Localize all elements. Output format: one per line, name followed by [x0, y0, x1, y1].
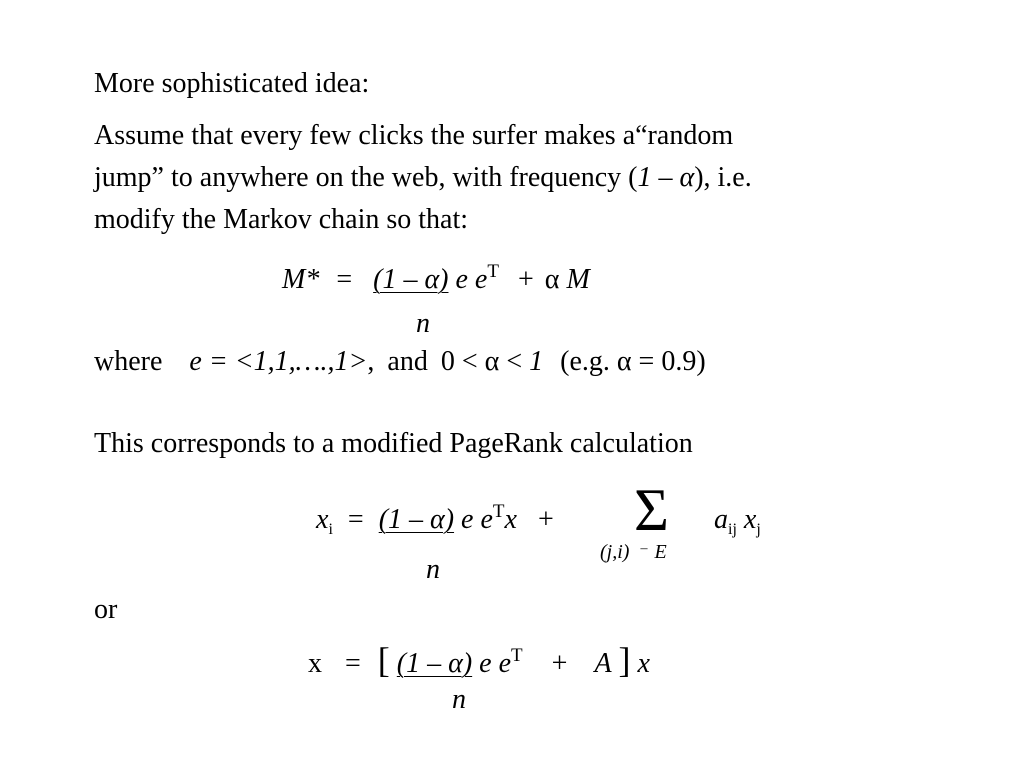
- sigma-symbol: Σ: [634, 477, 669, 543]
- eq2-transpose: T: [492, 501, 505, 522]
- corresponds-text: This corresponds to a modified PageRank calculation: [94, 428, 693, 459]
- intro-line-2: [94, 164, 752, 192]
- intro-line-2-frequency: 1 – α: [637, 162, 695, 193]
- eq1-plus: +: [517, 264, 534, 295]
- eq2-e1: e: [461, 504, 474, 535]
- eq2-plus: +: [537, 504, 554, 535]
- where-comma: ,: [367, 346, 375, 377]
- eq3-denominator: n: [452, 684, 466, 715]
- and-word: and: [387, 346, 428, 377]
- eq3-plus: +: [551, 648, 568, 679]
- eq2-x2: x: [504, 504, 517, 535]
- eq2-j: j: [756, 521, 761, 538]
- where-line: [94, 348, 706, 376]
- e-definition: e = <1,1,….,1>: [189, 346, 368, 377]
- eq3-numerator: (1 – α): [396, 648, 473, 679]
- eq1-alpha: α: [544, 264, 560, 295]
- eq3-e1: e: [479, 648, 492, 679]
- where-lt: <: [506, 346, 523, 377]
- heading: More sophisticated idea:: [94, 68, 370, 99]
- intro-line-3: modify the Markov chain so that:: [94, 204, 469, 235]
- equation-3: [308, 642, 650, 678]
- eq1-numerator: (1 – α): [373, 264, 449, 295]
- where-one: 1: [529, 346, 544, 377]
- eq3-left-bracket: [: [377, 640, 390, 680]
- sum-index: [600, 542, 667, 562]
- eq2-i: i: [328, 521, 333, 538]
- eq2-x: x: [316, 504, 329, 535]
- eq1-e1: e: [455, 264, 468, 295]
- eq3-x2: x: [637, 648, 650, 679]
- or-word: or: [94, 594, 118, 625]
- eq2-numerator: (1 – α): [378, 504, 455, 535]
- eq1-equals: =: [336, 264, 353, 295]
- eq1-lhs: M*: [282, 264, 320, 295]
- intro-line-2-a: jump” to anywhere on the web, with frequency (: [94, 162, 638, 193]
- sum-index-E: E: [654, 541, 667, 563]
- eq2-denominator: n: [426, 554, 440, 585]
- where-example: (e.g. α = 0.9): [560, 346, 706, 377]
- equation-2: [316, 501, 554, 538]
- where-word: where: [94, 346, 163, 377]
- eq3-transpose: T: [511, 645, 523, 666]
- eq1-e2: e: [474, 264, 488, 295]
- eq3-A: A: [594, 648, 612, 679]
- eq3-x: x: [308, 648, 322, 679]
- intro-line-2-c: ), i.e.: [694, 162, 752, 193]
- eq1-denominator: n: [416, 308, 430, 339]
- eq2-equals: =: [347, 504, 364, 535]
- element-of-symbol: –: [640, 541, 648, 556]
- eq2-ij: ij: [728, 521, 737, 538]
- eq1-M: M: [566, 264, 590, 295]
- zero-lt: 0 <: [440, 346, 478, 377]
- eq2-e2: e: [480, 504, 493, 535]
- equation-1: [282, 261, 590, 295]
- eq3-equals: =: [345, 648, 361, 679]
- eq3-e2: e: [498, 648, 512, 679]
- eq2-x3: x: [743, 504, 757, 535]
- sum-index-ji: (j,i): [600, 541, 630, 563]
- eq1-transpose: T: [487, 261, 499, 282]
- eq2-term: [714, 504, 761, 538]
- eq3-right-bracket: ]: [618, 640, 631, 680]
- where-alpha: α: [484, 346, 500, 377]
- eq2-a: a: [714, 504, 728, 535]
- intro-line-1: Assume that every few clicks the surfer makes a“random: [94, 120, 734, 151]
